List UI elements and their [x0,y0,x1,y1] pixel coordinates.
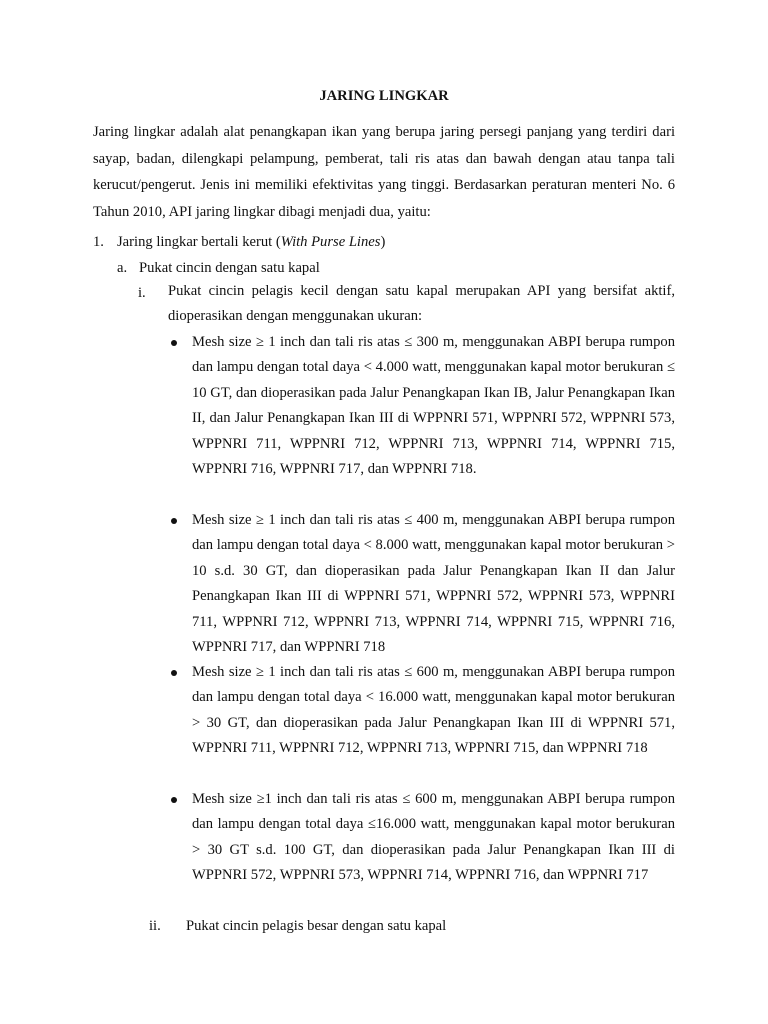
item-1-text [117,232,385,252]
item-a-text: Pukat cincin dengan satu kapal [139,260,320,276]
item-ii-text: Pukat cincin pelagis besar dengan satu kapal [186,918,447,934]
bullet-dot-3 [171,670,177,676]
item-ii-numeral: ii. [149,918,161,934]
item-i-numeral: i. [138,285,146,301]
bullet-item-2: Mesh size ≥ 1 inch dan tali ris atas ≤ 400 m, menggunakan ABPI berupa rumpon dan lampu dengan total daya < 8.000 watt, menggunakan kapal motor berukuran > 10 s.d. 30 GT, dan dioperasikan pada Jalur Penangkapan Ikan II dan Jalur Penangkapan Ikan III di WPPNRI 571, WPPNRI 572, WPPNRI 573, WPPNRI 711, WPPNRI 712, WPPNRI 713, WPPNRI 714, WPPNRI 715, WPPNRI 716, WPPNRI 717, dan WPPNRI 718 [192,512,675,656]
item-1-text-after: ) [380,234,386,250]
item-1-text-before: Jaring lingkar bertali kerut ( [117,234,281,250]
document-title: JARING LINGKAR [319,88,449,104]
bullet-item-1: Mesh size ≥ 1 inch dan tali ris atas ≤ 300 m, menggunakan ABPI berupa rumpon dan lampu dengan total daya < 4.000 watt, menggunakan kapal motor berukuran ≤ 10 GT, dan dioperasikan pada Jalur Penangkapan Ikan IB, Jalur Penangkapan Ikan II, dan Jalur Penangkapan Ikan III di WPPNRI 571, WPPNRI 572, WPPNRI 573, WPPNRI 711, WPPNRI 712, WPPNRI 713, WPPNRI 714, WPPNRI 715, WPPNRI 716, WPPNRI 717, dan WPPNRI 718. [192,334,675,478]
item-1-number: 1. [93,234,104,250]
bullet-item-3: Mesh size ≥ 1 inch dan tali ris atas ≤ 600 m, menggunakan ABPI berupa rumpon dan lampu dengan total daya < 16.000 watt, menggunakan kapal motor berukuran > 30 GT, dan dioperasikan pada Jalur Penangkapan Ikan III di WPPNRI 571, WPPNRI 711, WPPNRI 712, WPPNRI 713, WPPNRI 715, dan WPPNRI 718 [192,664,675,757]
bullet-dot-1 [171,340,177,346]
intro-paragraph: Jaring lingkar adalah alat penangkapan ikan yang berupa jaring persegi panjang yang terdiri dari sayap, badan, dilengkapi pelampung, pemberat, tali ris atas dan bawah dengan atau tanpa tali kerucut/pengerut. Jenis ini memiliki efektivitas yang tinggi. Berdasarkan peraturan menteri No. 6 Tahun 2010, API jaring lingkar dibagi menjadi dua, yaitu: [93,124,675,220]
item-i-text: Pukat cincin pelagis kecil dengan satu kapal merupakan API yang bersifat aktif, dioperasikan dengan menggunakan ukuran: [168,283,675,325]
bullet-item-4: Mesh size ≥1 inch dan tali ris atas ≤ 600 m, menggunakan ABPI berupa rumpon dan lampu dengan total daya ≤16.000 watt, menggunakan kapal motor berukuran > 30 GT s.d. 100 GT, dan dioperasikan pada Jalur Penangkapan Ikan III di WPPNRI 572, WPPNRI 573, WPPNRI 714, WPPNRI 716, dan WPPNRI 717 [192,791,675,884]
bullet-dot-2 [171,518,177,524]
item-1-text-italic: With Purse Lines [280,234,381,250]
bullet-dot-4 [171,797,177,803]
item-a-letter: a. [117,260,128,276]
